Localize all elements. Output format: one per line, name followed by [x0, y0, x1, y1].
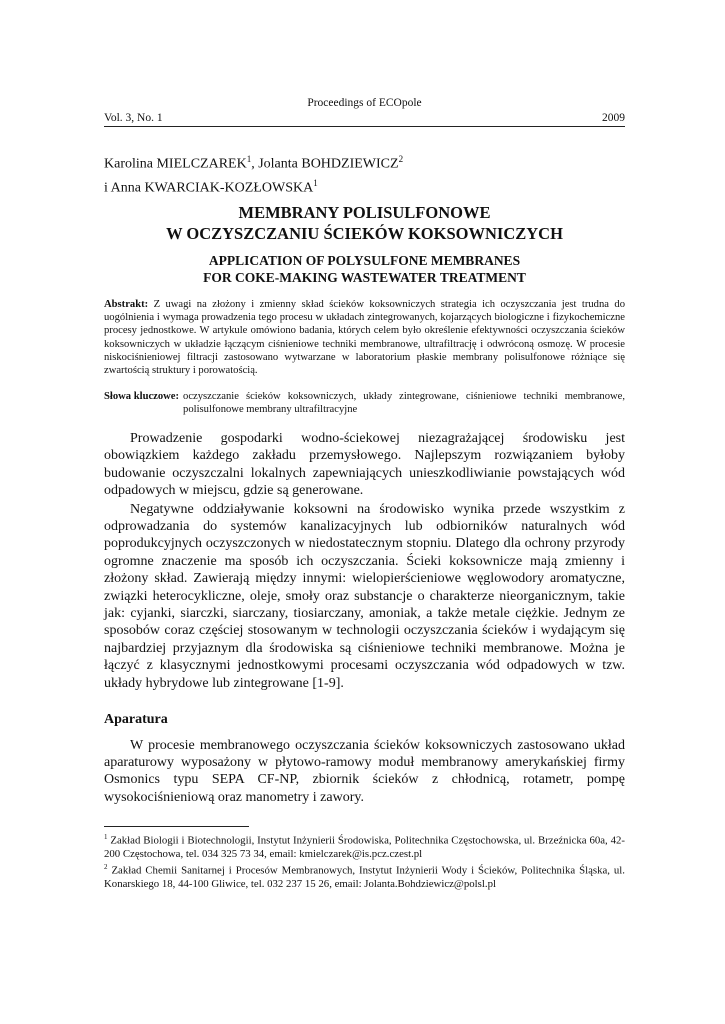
abstract-label: Abstrakt:: [104, 299, 149, 310]
author-affiliation-mark: 1: [313, 177, 318, 188]
keywords-label: Słowa kluczowe:: [104, 391, 180, 402]
footnote-divider: [104, 826, 249, 827]
footnotes: [104, 831, 625, 892]
footnote-text: Zakład Biologii i Biotechnologii, Instytut Inżynierii Środowiska, Politechnika Częstochowska, ul. Brzeźnicka 60a, 42-200 Częstochowa, tel. 034 325 73 34, email: kmielczarek@is.pcz.czest.pl: [104, 834, 626, 860]
title-en-line-1: APPLICATION OF POLYSULFONE MEMBRANES: [208, 253, 521, 268]
body-text: [104, 430, 625, 806]
volume-number: Vol. 3, No. 1: [104, 112, 163, 124]
footnote-1: [104, 831, 625, 861]
abstract-text: Z uwagi na złożony i zmienny skład ścieków koksowniczych strategia ich oczyszczania jest trudna do uogólnienia i wymaga prowadzenia tego procesu w układach zintegrowanych, kojarzących biologiczne i fizykochemiczne procesy jednostkowe. W artykule omówiono badania, których celem było określenie efektywności oczyszczania ścieków koksowniczych w układzie łączącym ciśnieniowe techniki membranowe, ultrafiltrację i odwróconą osmozę. W procesie niskociśnieniowej filtracji zastosowano wytwarzane w laboratorium płaskie membrany polisulfonowe różniące się zwartością struktury i porowatością.: [104, 299, 625, 377]
body-paragraph-3: W procesie membranowego oczyszczania ścieków koksowniczych zastosowano układ aparaturowy wyposażony w płytowo-ramowy moduł membranowy amerykańskiej firmy Osmonics typu SEPA CF-NP, zbiornik ścieków z chłodnicą, rotametr, pompę wysokociśnieniową oraz manometry i zawory.: [104, 737, 625, 805]
footnote-mark: 2: [104, 863, 108, 872]
footnote-2: [104, 861, 625, 891]
author-affiliation-mark: 1: [246, 154, 252, 164]
body-paragraph-1: Prowadzenie gospodarki wodno-ściekowej niezagrażającej środowisku jest obowiązkiem każdego zakładu przemysłowego. Najlepszym rozwiązaniem byłoby budowanie oczyszczalni lokalnych zapewniających unieszkodliwianie powstających wód odpadowych w miejscu, gdzie są generowane.: [104, 431, 625, 499]
section-heading: Aparatura: [104, 712, 168, 728]
footnote-text: Zakład Chemii Sanitarnej i Procesów Membranowych, Instytut Inżynierii Wody i Ścieków, Politechnika Śląska, ul. Konarskiego 18, 44-100 Gliwice, tel. 032 237 15 26, email: Jolanta.Bohdziewicz@polsl.pl: [104, 865, 625, 891]
author-name: Karolina MIELCZAREK: [104, 156, 247, 172]
keywords-text: oczyszczanie ścieków koksowniczych, układy zintegrowane, ciśnieniowe techniki membranowe, polisulfonowe membrany ultrafiltracyjne: [183, 391, 625, 416]
title-pl-line-2: W OCZYSZCZANIU ŚCIEKÓW KOKSOWNICZYCH: [166, 224, 563, 243]
publication-year: 2009: [602, 112, 625, 124]
title-en-line-2: FOR COKE-MAKING WASTEWATER TREATMENT: [203, 270, 526, 285]
keywords: [104, 390, 625, 416]
author-line-2: i Anna KWARCIAK-KOZŁOWSKA$^1$: [104, 177, 318, 196]
author-name: Jolanta BOHDZIEWICZ: [258, 156, 399, 172]
author-line-1: Karolina MIELCZAREK$^1$, Jolanta BOHDZIEWICZ$^2$: [104, 154, 404, 172]
paper-title-english: [104, 252, 625, 286]
body-paragraph-2: Negatywne oddziaływanie koksowni na środowisko wynika przede wszystkim z odprowadzania do systemów kanalizacyjnych lub odbiorników naturalnych wód poprodukcyjnych oczyszczonych w niedostatecznym stopniu. Dlatego dla ochrony przyrody ogromne znaczenie ma sposób ich oczyszczania. Ścieki koksownicze mają zmienny i złożony skład. Zawierają między innymi: wielopierścieniowe węglowodory aromatyczne, związki heterocykliczne, oleje, smoły oraz substancje o charakterze nieorganicznym, takie jak: cyjanki, siarczki, siarczany, tiosiarczany, amoniak, a także metale ciężkie. Jednym ze sposobów coraz częściej stosowanym w technologii oczyszczania ścieków i wydającym się najbardziej przyjaznym dla środowiska są ciśnieniowe techniki membranowe. Można je łączyć z klasycznymi jednostkowymi procesami oczyszczania wód odpadowych w tzw. układy hybrydowe lub zintegrowane [1-9].: [104, 501, 625, 691]
title-pl-line-1: MEMBRANY POLISULFONOWE: [238, 203, 491, 222]
paper-title-polish: [104, 202, 625, 244]
footnote-mark: 1: [104, 833, 108, 841]
author-list: [104, 150, 403, 197]
abstract: [104, 298, 625, 377]
running-title: Proceedings of ECOpole: [307, 97, 422, 109]
author-affiliation-mark: 2: [398, 154, 404, 164]
volume-line: [104, 112, 625, 127]
author-name: Anna KWARCIAK-KOZŁOWSKA: [110, 180, 314, 196]
